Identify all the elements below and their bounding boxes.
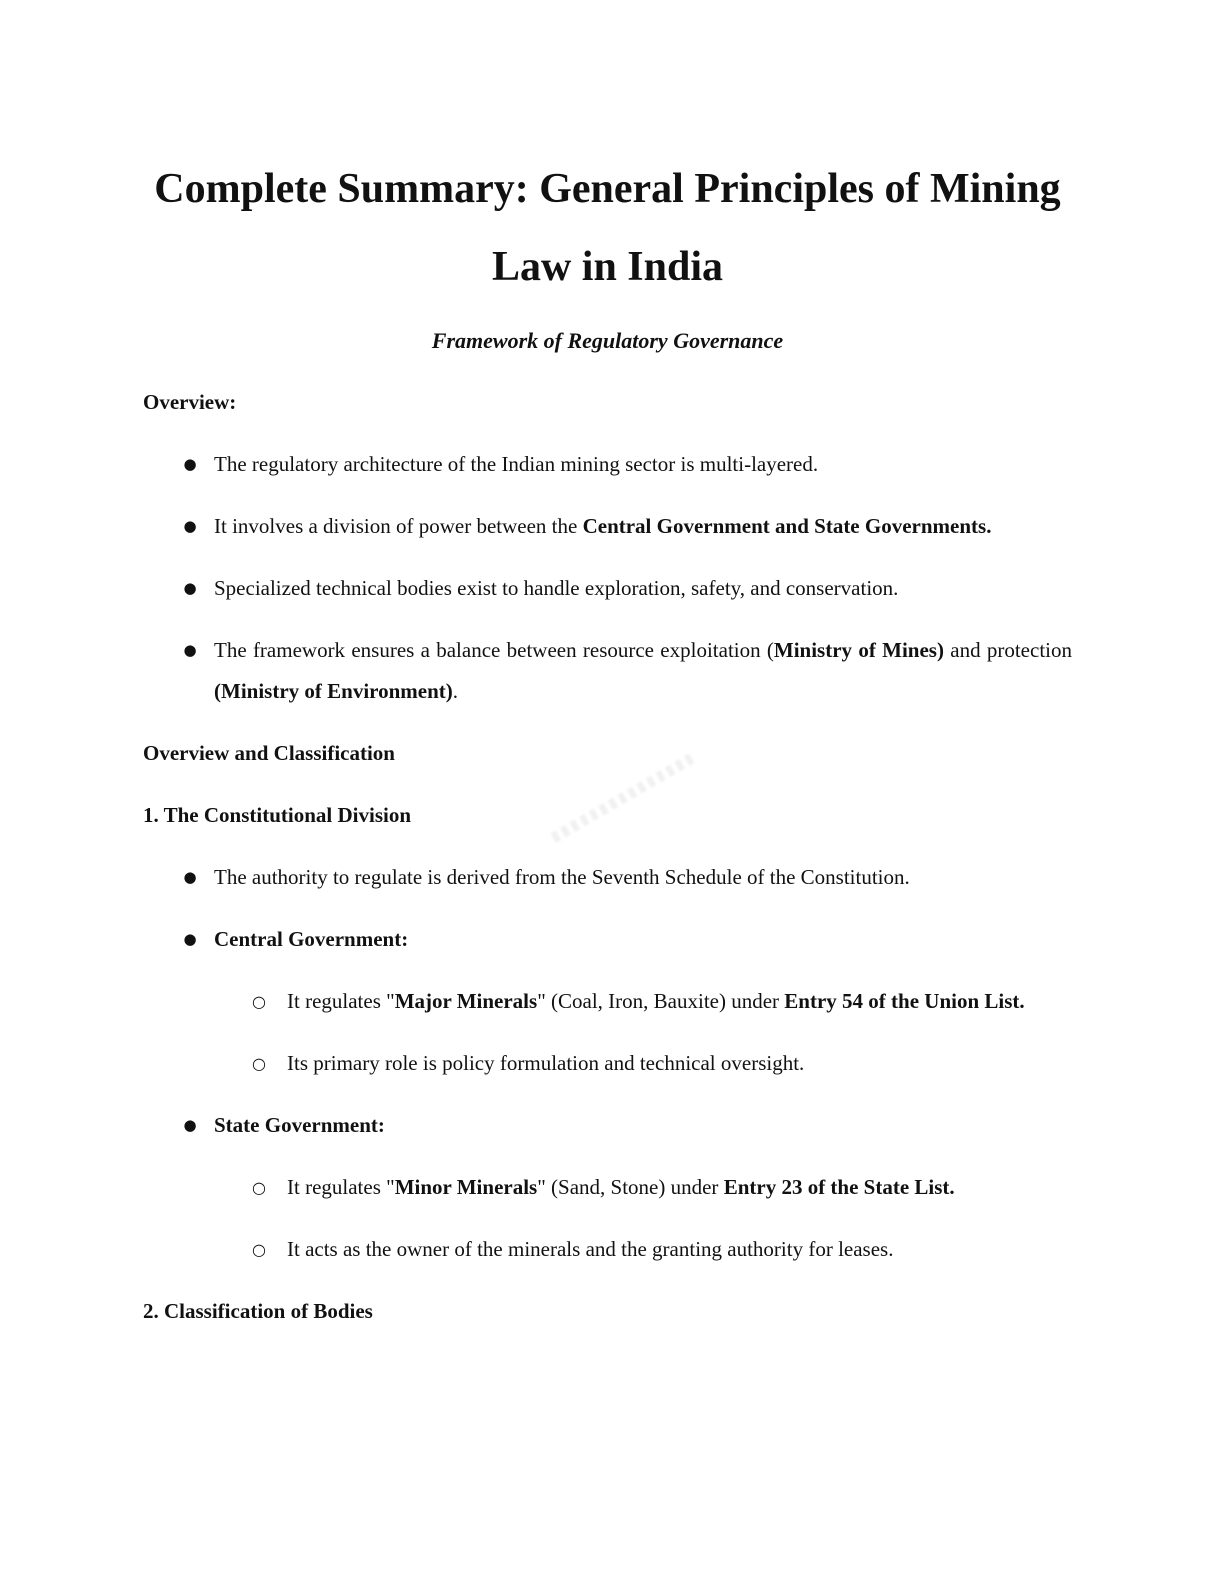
text-run: Overview: [143,390,237,414]
text-run: The authority to regulate is derived from the Seventh Schedule of the Constitution. [214,865,910,889]
bullet-icon: ● [183,930,197,948]
text-run: It regulates " [287,989,395,1013]
list-item-level1 [143,568,1072,609]
text-run: The regulatory architecture of the Indian mining sector is multi-layered. [214,452,819,476]
text-run: and protection [943,638,1072,662]
circle-bullet-icon: ○ [252,1178,266,1197]
list-item-level1 [143,444,1072,485]
list-item-level1 [143,857,1072,898]
list-item-level2 [143,1043,1072,1084]
list-item-level2 [143,981,1072,1022]
bullet-icon: ● [183,641,197,659]
text-run: State Government: [214,1113,385,1137]
list-item-level2 [143,1167,1072,1208]
circle-bullet-icon: ○ [252,992,266,1011]
text-run: . [452,679,459,703]
section-heading [143,733,1072,774]
section-heading [143,795,1072,836]
text-run: Entry 23 of the State List. [723,1175,955,1199]
document-subtitle: Framework of Regulatory Governance [431,328,784,353]
text-run: (Ministry of Environment) [214,679,453,703]
circle-bullet-icon: ○ [252,1240,266,1259]
list-item-level2 [143,1229,1072,1270]
text-run: It acts as the owner of the minerals and the granting authority for leases. [287,1237,894,1261]
list-item-level1 [143,506,1072,547]
text-run: Specialized technical bodies exist to handle exploration, safety, and conservation. [214,576,899,600]
text-run: Minor Minerals [394,1175,538,1199]
section-heading [143,1291,1072,1332]
document-body [143,382,1072,1332]
list-item-level1 [143,630,1072,712]
text-run: 1. The Constitutional Division [143,803,412,827]
circle-bullet-icon: ○ [252,1054,266,1073]
text-run: Its primary role is policy formulation and technical oversight. [287,1051,805,1075]
text-run: " (Coal, Iron, Bauxite) under [537,989,785,1013]
text-run: 2. Classification of Bodies [143,1299,373,1323]
text-run: It involves a division of power between the [214,514,583,538]
section-heading [143,382,1072,423]
text-run: Major Minerals [394,989,538,1013]
list-item-level1 [143,919,1072,960]
text-run: The framework ensures a balance between resource exploitation ( [214,638,774,662]
list-item-level1 [143,1105,1072,1146]
document-title: Complete Summary: General Principles of Mining Law in India [154,166,1061,290]
text-run: Ministry of Mines) [773,638,944,662]
bullet-icon: ● [183,1116,197,1134]
text-run: Central Government: [214,927,409,951]
bullet-icon: ● [183,868,197,886]
bullet-icon: ● [183,455,197,473]
text-run: It regulates " [287,1175,395,1199]
bullet-icon: ● [183,517,197,535]
text-run: Central Government and State Governments. [582,514,992,538]
text-run: Overview and Classification [143,741,395,765]
text-run: " (Sand, Stone) under [537,1175,724,1199]
text-run: Entry 54 of the Union List. [784,989,1025,1013]
bullet-icon: ● [183,579,197,597]
